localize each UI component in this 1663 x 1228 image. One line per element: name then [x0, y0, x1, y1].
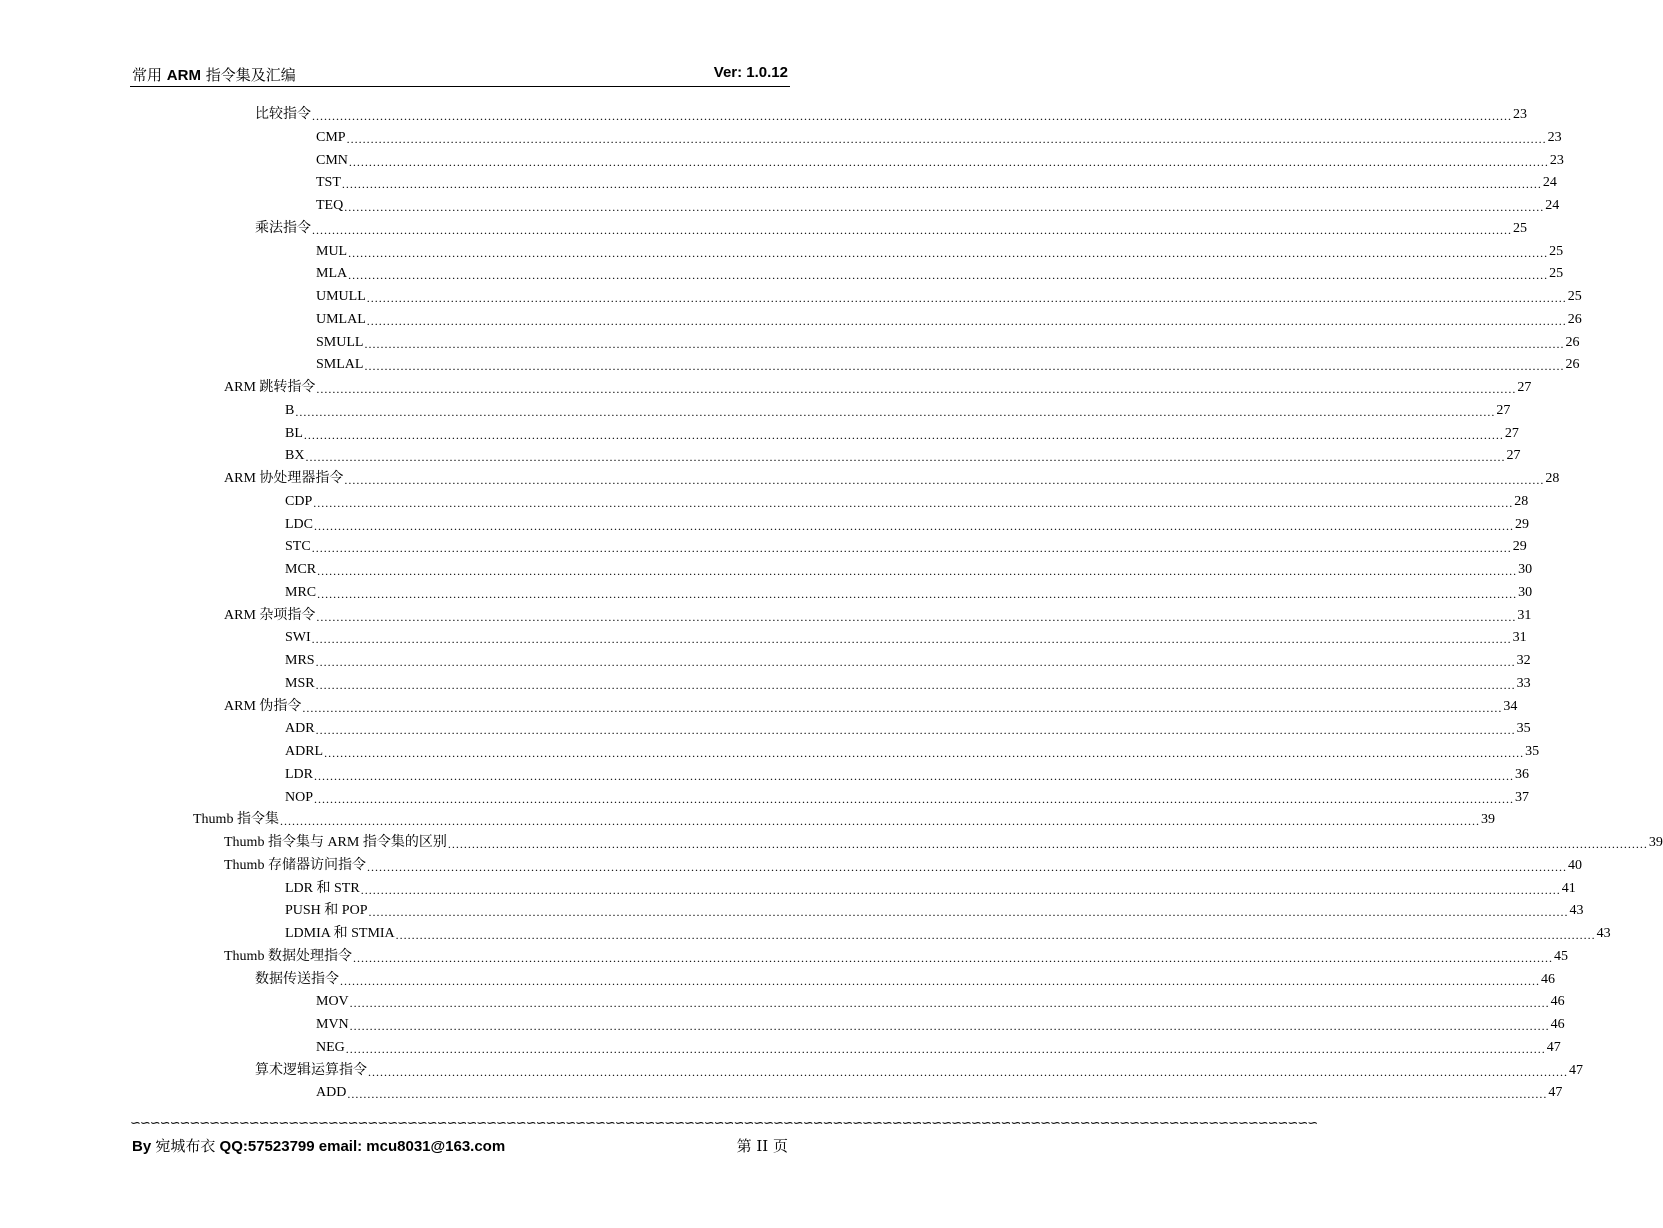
toc-leader-dots: ............................................................................................................................................................................................................................................................................................................: [447, 837, 1648, 851]
toc-entry[interactable]: [285, 583, 1533, 603]
toc-entry[interactable]: [316, 264, 1564, 284]
toc-entry-page: 32: [1516, 653, 1531, 668]
toc-entry[interactable]: [316, 1015, 1565, 1035]
toc-entry[interactable]: [285, 719, 1531, 739]
qq-number: QQ:57523799: [215, 1138, 315, 1155]
toc-entry-page: 46: [1541, 971, 1555, 987]
toc-entry[interactable]: [285, 788, 1530, 808]
toc-entry-label: ADD: [316, 1085, 347, 1101]
title-suffix: 指令集及汇编: [200, 66, 296, 84]
toc-entry[interactable]: [316, 242, 1564, 262]
toc-leader-dots: ............................................................................................................................................................................................................................................................................................................: [315, 723, 1516, 738]
page-header: [130, 62, 790, 87]
toc-entry-label: SWI: [285, 630, 311, 646]
toc-entry-label: ARM 伪指令: [224, 698, 302, 714]
toc-entry-label: BL: [285, 425, 303, 441]
toc-leader-dots: ............................................................................................................................................................................................................................................................................................................: [364, 359, 1565, 374]
toc-leader-dots: ............................................................................................................................................................................................................................................................................................................: [305, 450, 1506, 465]
toc-entry-label: MVN: [316, 1017, 349, 1032]
toc-entry-page: 27: [1506, 448, 1521, 464]
toc-entry[interactable]: [316, 287, 1582, 307]
toc-entry-page: 28: [1545, 471, 1560, 486]
toc-entry-page: 41: [1561, 880, 1576, 896]
toc-entry[interactable]: [285, 742, 1540, 762]
toc-leader-dots: ............................................................................................................................................................................................................................................................................................................: [316, 609, 1517, 624]
toc-leader-dots: ............................................................................................................................................................................................................................................................................................................: [312, 109, 1512, 123]
toc-entry[interactable]: [255, 105, 1527, 125]
toc-entry[interactable]: [285, 651, 1531, 671]
toc-entry-page: 34: [1503, 698, 1518, 714]
toc-entry-label: UMLAL: [316, 311, 366, 327]
toc-entry-page: 26: [1565, 357, 1580, 373]
title-bold: ARM: [166, 67, 201, 84]
toc-entry-label: Thumb 存储器访问指令: [224, 857, 366, 873]
toc-leader-dots: ............................................................................................................................................................................................................................................................................................................: [317, 586, 1518, 601]
toc-entry[interactable]: [316, 310, 1582, 330]
page-number: 第 II 页: [736, 1137, 788, 1155]
toc-entry[interactable]: [285, 879, 1576, 899]
toc-leader-dots: ............................................................................................................................................................................................................................................................................................................: [279, 814, 1480, 829]
email-address: email: mcu8031@163.com: [314, 1138, 506, 1155]
toc-entry[interactable]: [255, 1061, 1583, 1081]
toc-leader-dots: ............................................................................................................................................................................................................................................................................................................: [368, 905, 1569, 920]
toc-leader-dots: ............................................................................................................................................................................................................................................................................................................: [360, 882, 1561, 897]
toc-entry[interactable]: [224, 606, 1532, 626]
toc-leader-dots: ............................................................................................................................................................................................................................................................................................................: [352, 950, 1553, 965]
toc-entry-page: 27: [1504, 425, 1519, 441]
toc-leader-dots: ............................................................................................................................................................................................................................................................................................................: [314, 518, 1514, 533]
toc-entry[interactable]: [285, 492, 1529, 512]
version-label: Ver: 1.0.12: [713, 64, 788, 81]
footer-decorative-border: ∽∽∽∽∽∽∽∽∽∽∽∽∽∽∽∽∽∽∽∽∽∽∽∽∽∽∽∽∽∽∽∽∽∽∽∽∽∽∽∽∽∽∽∽∽∽∽∽∽∽∽∽∽∽∽∽∽∽∽∽∽∽∽∽∽∽∽∽∽∽∽∽∽∽∽∽∽∽∽∽∽∽∽∽∽∽∽∽∽∽∽∽∽∽∽∽∽∽∽∽∽∽∽∽∽∽∽∽∽∽∽∽∽∽∽∽∽∽∽∽: [130, 1116, 1318, 1131]
toc-leader-dots: ............................................................................................................................................................................................................................................................................................................: [349, 996, 1550, 1011]
toc-entry-label: ADR: [285, 721, 315, 737]
toc-entry[interactable]: [285, 924, 1611, 944]
toc-entry-page: 25: [1513, 220, 1527, 236]
toc-leader-dots: ............................................................................................................................................................................................................................................................................................................: [313, 495, 1514, 510]
toc-leader-dots: ............................................................................................................................................................................................................................................................................................................: [348, 154, 1549, 169]
toc-entry[interactable]: [285, 674, 1531, 694]
toc-entry-label: MCR: [285, 562, 317, 577]
toc-entry-page: 39: [1480, 812, 1495, 828]
toc-entry-page: 23: [1547, 129, 1562, 145]
toc-entry[interactable]: [285, 628, 1527, 648]
toc-entry-page: 35: [1525, 744, 1540, 759]
toc-leader-dots: ............................................................................................................................................................................................................................................................................................................: [316, 382, 1517, 396]
toc-entry[interactable]: [316, 196, 1560, 216]
toc-entry[interactable]: [224, 947, 1568, 967]
toc-entry-page: 27: [1496, 402, 1511, 418]
toc-entry-page: 31: [1517, 607, 1532, 623]
toc-entry-label: CMN: [316, 152, 348, 168]
toc-entry-label: MSR: [285, 675, 315, 691]
toc-entry-label: BX: [285, 448, 305, 464]
toc-entry-page: 33: [1516, 675, 1531, 691]
author-info: [132, 1135, 505, 1156]
title-prefix: 常用: [132, 66, 167, 84]
toc-leader-dots: ............................................................................................................................................................................................................................................................................................................: [368, 1064, 1568, 1079]
toc-leader-dots: ............................................................................................................................................................................................................................................................................................................: [295, 404, 1496, 419]
toc-entry-page: 23: [1513, 107, 1527, 122]
toc-leader-dots: ............................................................................................................................................................................................................................................................................................................: [314, 791, 1515, 806]
toc-entry-label: MRS: [285, 653, 315, 668]
toc-entry-label: 乘法指令: [255, 220, 311, 236]
toc-entry-page: 29: [1512, 539, 1527, 555]
toc-leader-dots: ............................................................................................................................................................................................................................................................................................................: [366, 313, 1567, 328]
toc-entry[interactable]: [224, 856, 1582, 876]
toc-leader-dots: ............................................................................................................................................................................................................................................................................................................: [312, 222, 1512, 237]
toc-leader-dots: ............................................................................................................................................................................................................................................................................................................: [311, 632, 1512, 647]
toc-leader-dots: ............................................................................................................................................................................................................................................................................................................: [346, 131, 1547, 146]
toc-entry[interactable]: [316, 1083, 1563, 1103]
toc-entry[interactable]: [285, 401, 1511, 421]
toc-entry-page: 46: [1550, 994, 1565, 1010]
toc-entry[interactable]: [316, 333, 1580, 353]
toc-leader-dots: ............................................................................................................................................................................................................................................................................................................: [347, 1087, 1548, 1102]
toc-entry-page: 23: [1549, 152, 1564, 168]
toc-entry[interactable]: [316, 128, 1562, 148]
toc-entry-label: ARM 杂项指令: [224, 607, 316, 623]
toc-entry[interactable]: [316, 151, 1564, 171]
toc-entry-page: 39: [1648, 835, 1663, 850]
page-footer: [130, 1135, 790, 1157]
toc-entry-page: 31: [1512, 630, 1527, 646]
toc-entry-label: ADRL: [285, 744, 324, 759]
toc-leader-dots: ............................................................................................................................................................................................................................................................................................................: [341, 177, 1542, 192]
toc-entry-page: 36: [1515, 766, 1529, 782]
toc-leader-dots: ............................................................................................................................................................................................................................................................................................................: [395, 928, 1596, 942]
toc-entry-label: SMULL: [316, 334, 364, 350]
toc-leader-dots: ............................................................................................................................................................................................................................................................................................................: [324, 746, 1525, 760]
toc-entry[interactable]: [285, 560, 1533, 580]
toc-entry-page: 25: [1549, 243, 1564, 259]
toc-entry-label: CDP: [285, 493, 313, 509]
toc-leader-dots: ............................................................................................................................................................................................................................................................................................................: [366, 291, 1567, 305]
toc-entry-label: Thumb 数据处理指令: [224, 948, 352, 964]
toc-entry-label: CMP: [316, 129, 346, 145]
toc-entry[interactable]: [224, 697, 1518, 717]
document-title: [132, 64, 296, 85]
toc-entry-label: NOP: [285, 789, 314, 805]
toc-entry-label: UMULL: [316, 289, 366, 304]
toc-entry-page: 46: [1550, 1017, 1565, 1032]
toc-entry-page: 25: [1567, 289, 1582, 304]
toc-leader-dots: ............................................................................................................................................................................................................................................................................................................: [366, 859, 1567, 874]
toc-entry-page: 27: [1517, 380, 1532, 395]
toc-entry-label: MOV: [316, 994, 349, 1010]
toc-entry-page: 43: [1569, 903, 1584, 919]
toc-entry-page: 29: [1515, 516, 1529, 532]
toc-entry[interactable]: [224, 378, 1532, 398]
toc-entry[interactable]: [316, 1038, 1561, 1058]
toc-leader-dots: ............................................................................................................................................................................................................................................................................................................: [348, 245, 1549, 260]
toc-entry-label: LDC: [285, 516, 313, 532]
toc-leader-dots: ............................................................................................................................................................................................................................................................................................................: [345, 1041, 1546, 1056]
toc-entry-label: Thumb 指令集与 ARM 指令集的区别: [224, 835, 447, 850]
toc-leader-dots: ............................................................................................................................................................................................................................................................................................................: [303, 427, 1504, 442]
toc-leader-dots: ............................................................................................................................................................................................................................................................................................................: [314, 768, 1514, 783]
toc-entry-page: 24: [1542, 175, 1557, 191]
toc-entry[interactable]: [255, 970, 1555, 990]
author-name: 宛城布衣: [155, 1137, 216, 1155]
toc-entry-label: TST: [316, 175, 341, 191]
toc-entry-page: 40: [1567, 857, 1582, 873]
toc-leader-dots: ............................................................................................................................................................................................................................................................................................................: [315, 677, 1516, 692]
toc-entry-label: MUL: [316, 243, 348, 259]
toc-entry-label: LDMIA 和 STMIA: [285, 926, 395, 941]
by-label: By: [132, 1138, 156, 1155]
toc-entry-label: ARM 协处理器指令: [224, 471, 344, 486]
toc-entry-page: 43: [1596, 926, 1611, 941]
toc-leader-dots: ............................................................................................................................................................................................................................................................................................................: [311, 541, 1512, 556]
toc-entry-label: ARM 跳转指令: [224, 380, 316, 395]
toc-entry-label: Thumb 指令集: [193, 812, 279, 828]
toc-entry-label: MLA: [316, 266, 348, 282]
toc-leader-dots: ............................................................................................................................................................................................................................................................................................................: [344, 200, 1545, 214]
toc-entry-page: 30: [1518, 562, 1533, 577]
toc-entry[interactable]: [285, 424, 1519, 444]
toc-entry-label: MRC: [285, 584, 317, 600]
toc-leader-dots: ............................................................................................................................................................................................................................................................................................................: [348, 268, 1549, 283]
toc-entry-label: 数据传送指令: [255, 971, 339, 987]
toc-entry-page: 25: [1549, 266, 1564, 282]
toc-leader-dots: ............................................................................................................................................................................................................................................................................................................: [340, 973, 1540, 988]
toc-entry-page: 28: [1514, 493, 1529, 509]
toc-entry-label: NEG: [316, 1039, 345, 1055]
toc-entry[interactable]: [285, 515, 1529, 535]
toc-entry-label: PUSH 和 POP: [285, 903, 368, 919]
toc-leader-dots: ............................................................................................................................................................................................................................................................................................................: [349, 1019, 1550, 1033]
toc-leader-dots: ............................................................................................................................................................................................................................................................................................................: [344, 473, 1545, 487]
toc-entry-label: 比较指令: [255, 107, 311, 122]
toc-entry[interactable]: [224, 469, 1560, 489]
toc-leader-dots: ............................................................................................................................................................................................................................................................................................................: [317, 564, 1518, 578]
toc-leader-dots: ............................................................................................................................................................................................................................................................................................................: [315, 655, 1516, 669]
toc-entry-label: LDR 和 STR: [285, 880, 360, 896]
toc-entry-label: TEQ: [316, 198, 344, 213]
toc-entry[interactable]: [193, 810, 1495, 830]
toc-entry[interactable]: [255, 219, 1527, 239]
toc-entry[interactable]: [316, 992, 1565, 1012]
toc-entry[interactable]: [316, 355, 1580, 375]
toc-entry-page: 45: [1553, 948, 1568, 964]
toc-entry[interactable]: [285, 901, 1584, 921]
toc-entry-page: 47: [1548, 1085, 1563, 1101]
toc-entry-label: STC: [285, 539, 311, 555]
toc-entry[interactable]: [316, 173, 1557, 193]
toc-entry-page: 47: [1546, 1039, 1561, 1055]
toc-leader-dots: ............................................................................................................................................................................................................................................................................................................: [302, 700, 1503, 715]
toc-entry-page: 26: [1567, 311, 1582, 327]
toc-entry-label: LDR: [285, 766, 313, 782]
toc-entry[interactable]: [285, 765, 1529, 785]
toc-entry-page: 47: [1569, 1062, 1583, 1078]
toc-entry[interactable]: [285, 537, 1527, 557]
toc-entry-page: 24: [1545, 198, 1560, 213]
toc-entry[interactable]: [224, 833, 1663, 853]
toc-entry-label: B: [285, 402, 295, 418]
toc-entry-page: 37: [1515, 789, 1530, 805]
toc-entry-page: 30: [1518, 584, 1533, 600]
toc-entry[interactable]: [285, 446, 1521, 466]
toc-entry-label: SMLAL: [316, 357, 364, 373]
toc-entry-page: 26: [1565, 334, 1580, 350]
toc-entry-page: 35: [1516, 721, 1531, 737]
toc-leader-dots: ............................................................................................................................................................................................................................................................................................................: [364, 336, 1565, 351]
toc-entry-label: 算术逻辑运算指令: [255, 1062, 367, 1078]
